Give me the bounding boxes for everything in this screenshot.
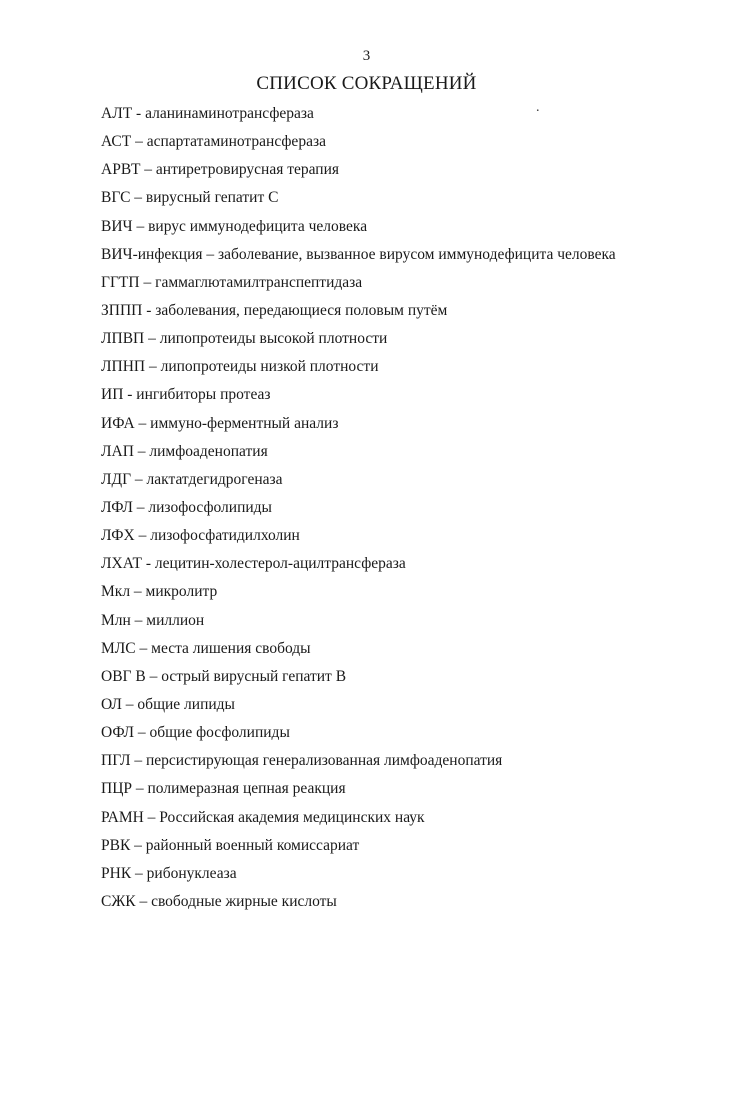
abbreviation-item: ЗППП - заболевания, передающиеся половым путём xyxy=(101,301,448,319)
abbreviation-item: ГГТП – гаммаглютамилтранспептидаза xyxy=(101,273,363,291)
abbreviation-item: ПЦР – полимеразная цепная реакция xyxy=(101,780,346,798)
abbreviation-item: ИФА – иммуно-ферментный анализ xyxy=(101,414,339,432)
abbreviation-item: ОВГ В – острый вирусный гепатит В xyxy=(101,667,347,685)
abbreviation-item: МЛС – места лишения свободы xyxy=(101,639,311,657)
abbreviation-item: ОЛ – общие липиды xyxy=(101,695,235,713)
abbreviation-item: РНК – рибонуклеаза xyxy=(101,864,237,882)
abbreviation-item: ЛДГ – лактатдегидрогеназа xyxy=(101,470,283,488)
abbreviation-item: АРВТ – антиретровирусная терапия xyxy=(101,161,340,179)
abbreviation-item: ЛФХ – лизофосфатидилхолин xyxy=(101,527,300,545)
abbreviation-list xyxy=(101,104,616,920)
abbreviation-item: РАМН – Российская академия медицинских наук xyxy=(101,808,425,826)
abbreviation-item: ВИЧ – вирус иммунодефицита человека xyxy=(101,217,368,235)
page-title: СПИСОК СОКРАЩЕНИЙ xyxy=(256,73,477,94)
abbreviation-item: ЛПНП – липопротеиды низкой плотности xyxy=(101,358,379,376)
abbreviation-item: ЛФЛ – лизофосфолипиды xyxy=(101,498,272,516)
page-number: 3 xyxy=(362,48,371,64)
abbreviation-item: ВИЧ-инфекция – заболевание, вызванное вирусом иммунодефицита человека xyxy=(101,245,616,263)
abbreviation-item: ВГС – вирусный гепатит С xyxy=(101,189,279,207)
abbreviation-item: АСТ – аспартатаминотрансфераза xyxy=(101,133,326,151)
abbreviation-item: РВК – районный военный комиссариат xyxy=(101,836,360,854)
abbreviation-item: АЛТ - аланинаминотрансфераза xyxy=(101,105,314,122)
stray-mark: . xyxy=(536,100,540,115)
abbreviation-item: ИП - ингибиторы протеаз xyxy=(101,386,271,404)
abbreviation-item: Мкл – микролитр xyxy=(101,583,218,601)
abbreviation-item: Млн – миллион xyxy=(101,611,205,629)
abbreviation-item: ОФЛ – общие фосфолипиды xyxy=(101,724,290,742)
abbreviation-item: ПГЛ – персистирующая генерализованная лимфоаденопатия xyxy=(101,752,503,770)
abbreviation-item: ЛХАТ - лецитин-холестерол-ацилтрансфераза xyxy=(101,555,406,573)
abbreviation-item: ЛАП – лимфоаденопатия xyxy=(101,442,268,460)
abbreviation-item: ЛПВП – липопротеиды высокой плотности xyxy=(101,330,388,348)
abbreviation-item: СЖК – свободные жирные кислоты xyxy=(101,892,337,910)
